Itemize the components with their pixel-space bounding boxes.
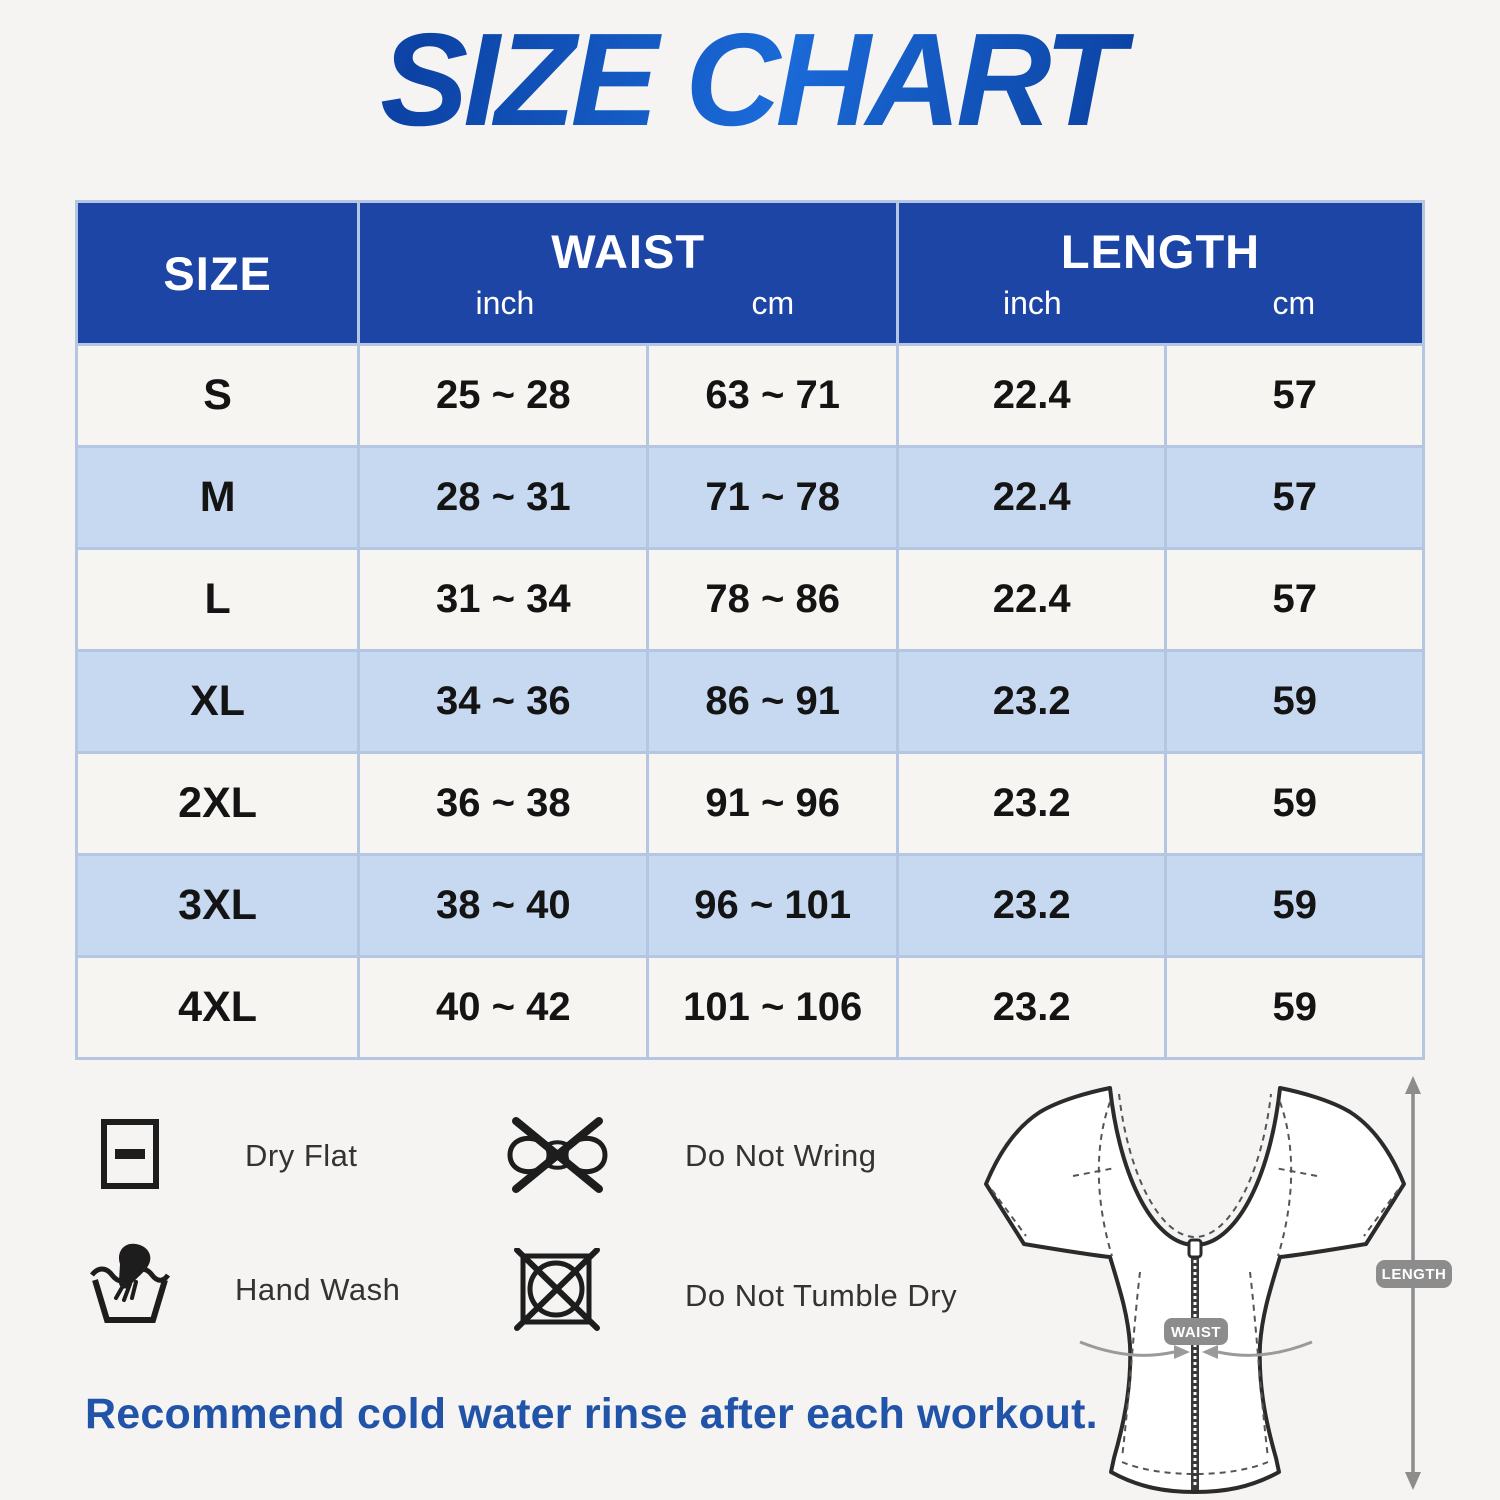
zipper-pull (1189, 1240, 1201, 1257)
care-label-do-not-wring: Do Not Wring (685, 1138, 877, 1173)
dry-flat-icon (100, 1118, 160, 1190)
bottom-note: Recommend cold water rinse after each workout. (85, 1390, 1098, 1438)
cell-waist-inch: 40 ~ 42 (360, 958, 646, 1057)
header-length-label: LENGTH (1060, 225, 1261, 278)
cell-length-inch: 23.2 (899, 652, 1164, 751)
do-not-tumble-dry-icon (513, 1248, 603, 1333)
cell-length-inch: 23.2 (899, 856, 1164, 955)
cell-waist-inch: 31 ~ 34 (360, 550, 646, 649)
header-waist (360, 203, 896, 343)
cell-size: M (78, 448, 357, 547)
cell-waist-cm: 63 ~ 71 (649, 346, 896, 445)
cell-length-inch: 22.4 (899, 346, 1164, 445)
cell-waist-cm: 71 ~ 78 (649, 448, 896, 547)
cell-waist-inch: 34 ~ 36 (360, 652, 646, 751)
cell-length-cm: 59 (1167, 652, 1422, 751)
length-unit-inch: inch (1003, 285, 1062, 321)
cell-size: L (78, 550, 357, 649)
cell-length-cm: 59 (1167, 754, 1422, 853)
cell-length-cm: 57 (1167, 448, 1422, 547)
page-title: SIZE CHART (0, 4, 1500, 156)
cell-length-cm: 57 (1167, 550, 1422, 649)
length-badge-label: LENGTH (1381, 1266, 1447, 1283)
cell-size: XL (78, 652, 357, 751)
length-arrowhead-top (1405, 1076, 1421, 1094)
cell-length-inch: 22.4 (899, 550, 1164, 649)
length-arrowhead-bottom (1405, 1472, 1421, 1490)
header-waist-label: WAIST (551, 225, 706, 278)
care-label-hand-wash: Hand Wash (235, 1272, 401, 1307)
header-size-label: SIZE (163, 246, 272, 300)
cell-waist-cm: 86 ~ 91 (649, 652, 896, 751)
size-table (75, 200, 1425, 1060)
cell-size: S (78, 346, 357, 445)
care-label-do-not-tumble-dry: Do Not Tumble Dry (685, 1278, 958, 1313)
cell-waist-cm: 101 ~ 106 (649, 958, 896, 1057)
cell-length-inch: 23.2 (899, 754, 1164, 853)
header-size (78, 203, 357, 343)
cell-size: 2XL (78, 754, 357, 853)
cell-waist-inch: 36 ~ 38 (360, 754, 646, 853)
waist-unit-cm: cm (751, 285, 795, 321)
header-waist-units (360, 285, 896, 322)
cell-waist-cm: 96 ~ 101 (649, 856, 896, 955)
header-length-units (899, 285, 1422, 322)
cell-waist-inch: 28 ~ 31 (360, 448, 646, 547)
hand-wash-icon (90, 1240, 170, 1325)
length-unit-cm: cm (1272, 285, 1316, 321)
header-length (899, 203, 1422, 343)
cell-size: 4XL (78, 958, 357, 1057)
waist-badge-label: WAIST (1171, 1324, 1221, 1341)
cell-length-cm: 59 (1167, 856, 1422, 955)
cell-length-cm: 59 (1167, 958, 1422, 1057)
do-not-wring-icon (500, 1115, 615, 1195)
waist-unit-inch: inch (475, 285, 535, 321)
cell-waist-inch: 38 ~ 40 (360, 856, 646, 955)
cell-length-inch: 23.2 (899, 958, 1164, 1057)
cell-length-cm: 57 (1167, 346, 1422, 445)
cell-waist-inch: 25 ~ 28 (360, 346, 646, 445)
cell-waist-cm: 91 ~ 96 (649, 754, 896, 853)
cell-size: 3XL (78, 856, 357, 955)
cell-length-inch: 22.4 (899, 448, 1164, 547)
cell-waist-cm: 78 ~ 86 (649, 550, 896, 649)
care-label-dry-flat: Dry Flat (245, 1138, 358, 1173)
